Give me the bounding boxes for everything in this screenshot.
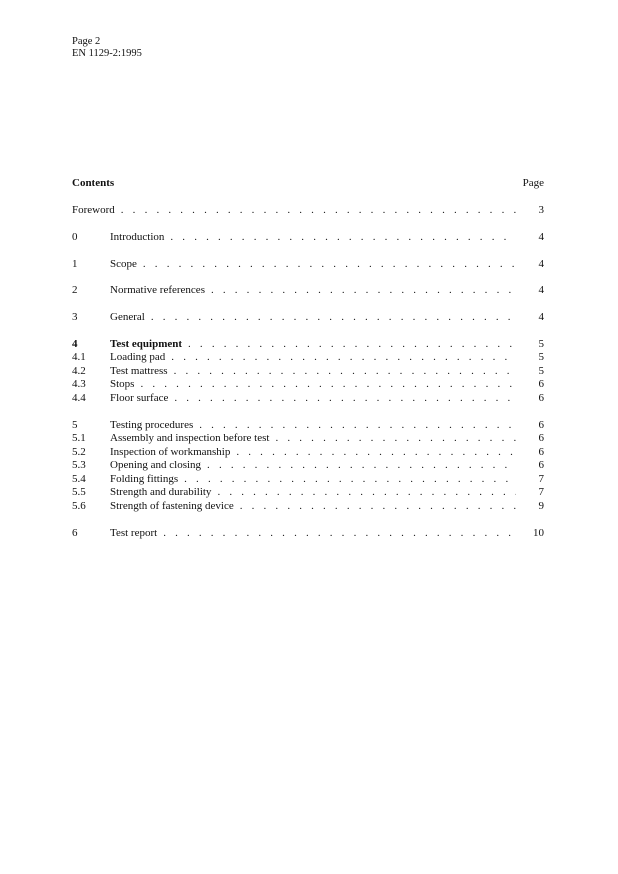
toc-entry-page: 7 [538, 486, 544, 498]
toc-entry-number: 4.1 [72, 351, 86, 363]
dot-leader [236, 446, 516, 459]
toc-entry-page: 5 [538, 338, 544, 350]
dot-leader [207, 459, 516, 472]
toc-entry-number: 5.1 [72, 432, 86, 444]
toc-entry-title: Strength and durability [110, 486, 212, 498]
toc-entry-page: 6 [538, 378, 544, 390]
toc-entry-title: Test report [110, 527, 158, 539]
toc-entry-title: Testing procedures [110, 419, 194, 431]
contents-heading: Contents [72, 177, 115, 189]
dot-leader [140, 378, 516, 391]
dot-leader [151, 311, 516, 324]
toc-entry-page: 5 [538, 351, 544, 363]
dot-leader [188, 338, 516, 351]
toc-entry-page: 7 [538, 473, 544, 485]
toc-entry-test-equipment[interactable] [72, 338, 544, 351]
standard-number-line: EN 1129-2:1995 [72, 48, 142, 59]
dot-leader [121, 204, 516, 217]
toc-entry-page: 4 [538, 311, 544, 323]
toc-entry-assembly-inspection[interactable] [72, 432, 544, 445]
toc-entry-title: Scope [110, 258, 137, 270]
toc-entry-title: Test mattress [110, 365, 168, 377]
toc-entry-fastening-device[interactable] [72, 500, 544, 513]
toc-entry-page: 4 [538, 284, 544, 296]
toc-entry-title: General [110, 311, 145, 323]
toc-entry-page: 4 [538, 231, 544, 243]
toc-entry-test-report[interactable] [72, 527, 544, 540]
toc-entry-folding-fittings[interactable] [72, 473, 544, 486]
toc-entry-page: 6 [538, 419, 544, 431]
toc-entry-number: 5.5 [72, 486, 86, 498]
page-header [72, 36, 142, 60]
toc-entry-opening-closing[interactable] [72, 459, 544, 472]
dot-leader [174, 392, 516, 405]
toc-entry-introduction[interactable] [72, 231, 544, 244]
dot-leader [143, 258, 516, 271]
toc-entry-page: 5 [538, 365, 544, 377]
toc-entry-title: Stops [110, 378, 135, 390]
toc-entry-test-mattress[interactable] [72, 365, 544, 378]
toc-entry-page: 9 [538, 500, 544, 512]
toc-entry-title: Loading pad [110, 351, 166, 363]
toc-entry-normative-references[interactable] [72, 284, 544, 297]
toc-entry-number: 5.4 [72, 473, 86, 485]
dot-leader [163, 527, 516, 540]
toc-entry-number: 5.3 [72, 459, 86, 471]
toc-entry-number: 3 [72, 311, 78, 323]
toc-entry-title: Strength of fastening device [110, 500, 234, 512]
toc-entry-floor-surface[interactable] [72, 392, 544, 405]
toc-entry-number: 4.3 [72, 378, 86, 390]
toc-entry-testing-procedures[interactable] [72, 419, 544, 432]
toc-entry-title: Opening and closing [110, 459, 202, 471]
toc-entry-title: Inspection of workmanship [110, 446, 231, 458]
toc-entry-number: 1 [72, 258, 78, 270]
toc-entry-title: Floor surface [110, 392, 169, 404]
dot-leader [174, 365, 516, 378]
toc-entry-page: 6 [538, 432, 544, 444]
toc-entry-strength-durability[interactable] [72, 486, 544, 499]
toc-entry-number: 6 [72, 527, 78, 539]
toc-entry-page: 3 [538, 204, 544, 216]
toc-entry-title: Folding fittings [110, 473, 179, 485]
toc-entry-number: 2 [72, 284, 78, 296]
toc-entry-scope[interactable] [72, 258, 544, 271]
toc-entry-foreword[interactable] [72, 204, 544, 217]
toc-entry-number: 0 [72, 231, 78, 243]
toc-entry-stops[interactable] [72, 378, 544, 391]
toc-entry-inspection-workmanship[interactable] [72, 446, 544, 459]
dot-leader [184, 473, 516, 486]
toc-entry-title: Normative references [110, 284, 205, 296]
toc-entry-loading-pad[interactable] [72, 351, 544, 364]
toc-entry-page: 6 [538, 459, 544, 471]
toc-entry-title: Test equipment [110, 338, 183, 350]
toc-entry-general[interactable] [72, 311, 544, 324]
toc-entry-title: Foreword [72, 204, 115, 216]
dot-leader [170, 231, 516, 244]
toc-entry-number: 4.4 [72, 392, 86, 404]
toc-entry-page: 10 [533, 527, 544, 539]
dot-leader [240, 500, 516, 513]
toc-entry-number: 5.2 [72, 446, 86, 458]
toc-entry-page: 4 [538, 258, 544, 270]
toc-entry-number: 5.6 [72, 500, 86, 512]
page-number-line: Page 2 [72, 36, 101, 47]
toc-entry-number: 4 [72, 338, 78, 350]
dot-leader [275, 432, 516, 445]
toc-entry-page: 6 [538, 446, 544, 458]
toc-entry-title: Assembly and inspection before test [110, 432, 270, 444]
dot-leader [199, 419, 516, 432]
dot-leader [211, 284, 516, 297]
toc-entry-number: 5 [72, 419, 78, 431]
contents-heading-row [72, 177, 544, 189]
page-column-label: Page [522, 177, 544, 189]
toc-entry-title: Introduction [110, 231, 165, 243]
dot-leader [217, 486, 516, 499]
toc-entry-number: 4.2 [72, 365, 86, 377]
toc-entry-page: 6 [538, 392, 544, 404]
dot-leader [171, 351, 516, 364]
